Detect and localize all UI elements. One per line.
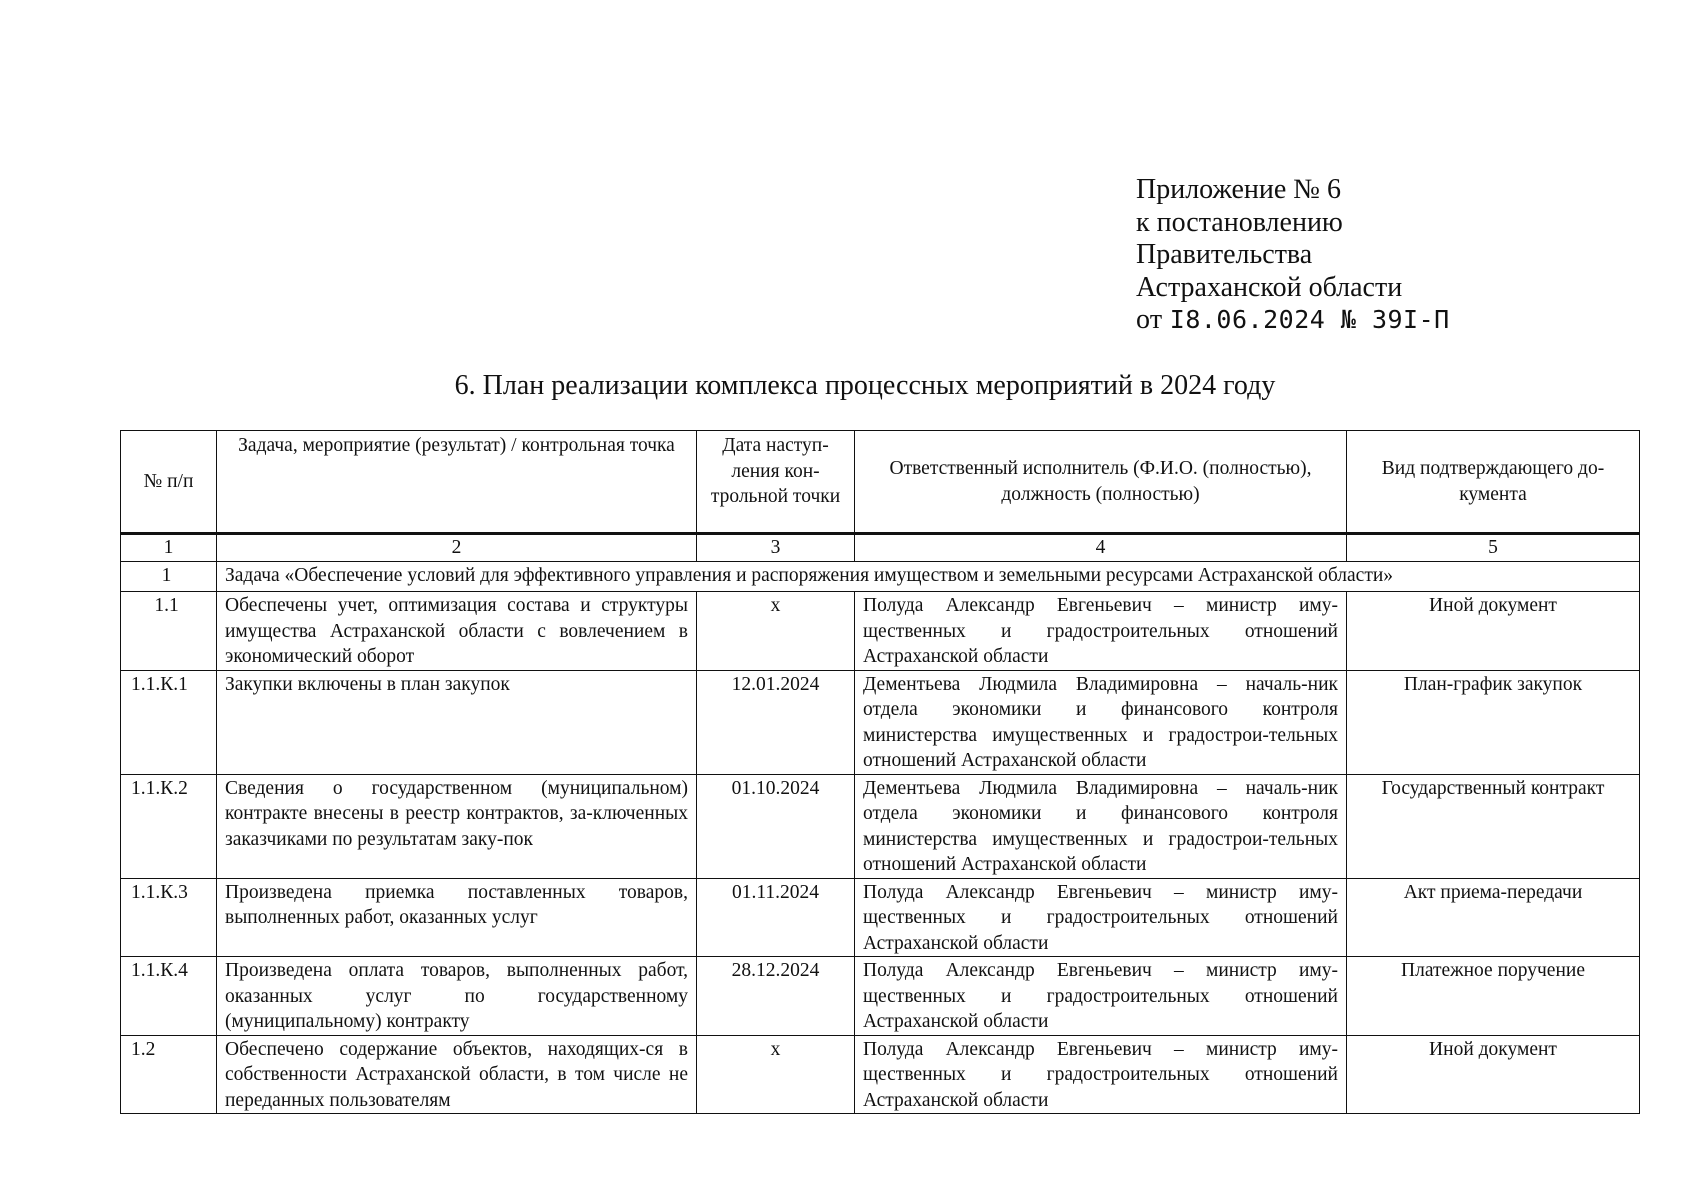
table-header (121, 431, 1640, 534)
row-date: х (697, 1035, 855, 1114)
header-date: Дата наступ-ления кон-трольной точки (697, 431, 855, 534)
row-responsible: Дементьева Людмила Владимировна – началь-ник отдела экономики и финансового контроля министерства имущественных и градострои-тельных отношений Астраханской области (855, 774, 1347, 878)
row-document: Иной документ (1347, 592, 1640, 671)
header-num: № п/п (121, 431, 217, 534)
appendix-line-2: к постановлению (1136, 206, 1343, 238)
column-number: 4 (855, 534, 1347, 562)
appendix-line-4: Астраханской области (1136, 271, 1403, 303)
header-responsible: Ответственный исполнитель (Ф.И.О. (полностью), должность (полностью) (855, 431, 1347, 534)
row-num: 1.1.К.2 (121, 774, 217, 878)
row-num: 1.1 (121, 592, 217, 671)
column-number: 1 (121, 534, 217, 562)
row-document: Акт приема-передачи (1347, 878, 1640, 957)
appendix-date-line (1136, 304, 1450, 337)
table-row (121, 670, 1640, 774)
row-responsible: Полуда Александр Евгеньевич – министр иму-щественных и градостроительных отношений Астраханской области (855, 592, 1347, 671)
row-responsible: Полуда Александр Евгеньевич – министр иму-щественных и градостроительных отношений Астраханской области (855, 1035, 1347, 1114)
appendix-block (1136, 174, 1450, 337)
appendix-line-3: Правительства (1136, 239, 1313, 270)
task-row (121, 562, 1640, 592)
row-responsible: Полуда Александр Евгеньевич – министр иму-щественных и градостроительных отношений Астраханской области (855, 878, 1347, 957)
appendix-date-stamp: I8.06.2024 № 39I-П (1169, 305, 1450, 334)
row-responsible: Дементьева Людмила Владимировна – началь-ник отдела экономики и финансового контроля министерства имущественных и градострои-тельных отношений Астраханской области (855, 670, 1347, 774)
row-date: 12.01.2024 (697, 670, 855, 774)
plan-table (120, 430, 1640, 1114)
row-num: 1.1.К.4 (121, 957, 217, 1036)
column-number: 3 (697, 534, 855, 562)
row-task: Произведена оплата товаров, выполненных работ, оказанных услуг по государственному (муниципальному) контракту (217, 957, 697, 1036)
column-numbers-row (121, 534, 1640, 562)
header-row (121, 431, 1640, 534)
row-task: Обеспечено содержание объектов, находящих-ся в собственности Астраханской области, в том числе не переданных пользователям (217, 1035, 697, 1114)
task-num: 1 (121, 562, 217, 592)
table-row (121, 957, 1640, 1036)
column-number: 2 (217, 534, 697, 562)
row-date: 01.11.2024 (697, 878, 855, 957)
row-date: 28.12.2024 (697, 957, 855, 1036)
row-task: Обеспечены учет, оптимизация состава и структуры имущества Астраханской области с вовлечением в экономический оборот (217, 592, 697, 671)
row-num: 1.2 (121, 1035, 217, 1114)
table-row (121, 878, 1640, 957)
page-title: 6. План реализации комплекса процессных мероприятий в 2024 году (454, 370, 1276, 401)
table-row (121, 1035, 1640, 1114)
table-row (121, 592, 1640, 671)
header-document: Вид подтверждающего до-кумента (1347, 431, 1640, 534)
appendix-date-prefix: от (1136, 304, 1163, 335)
row-document: Иной документ (1347, 1035, 1640, 1114)
row-date: 01.10.2024 (697, 774, 855, 878)
task-text: Задача «Обеспечение условий для эффективного управления и распоряжения имуществом и земельными ресурсами Астраханской области» (217, 562, 1640, 592)
row-document: Платежное поручение (1347, 957, 1640, 1036)
header-task: Задача, мероприятие (результат) / контрольная точка (217, 431, 697, 534)
table-row (121, 774, 1640, 878)
row-num: 1.1.К.3 (121, 878, 217, 957)
column-number: 5 (1347, 534, 1640, 562)
table-body (121, 534, 1640, 1114)
row-num: 1.1.К.1 (121, 670, 217, 774)
row-date: х (697, 592, 855, 671)
appendix-line-1: Приложение № 6 (1136, 174, 1341, 205)
row-responsible: Полуда Александр Евгеньевич – министр иму-щественных и градостроительных отношений Астраханской области (855, 957, 1347, 1036)
row-task: Сведения о государственном (муниципальном) контракте внесены в реестр контрактов, за-ключенных заказчиками по результатам заку-пок (217, 774, 697, 878)
row-task: Произведена приемка поставленных товаров, выполненных работ, оказанных услуг (217, 878, 697, 957)
row-document: План-график закупок (1347, 670, 1640, 774)
row-task: Закупки включены в план закупок (217, 670, 697, 774)
row-document: Государственный контракт (1347, 774, 1640, 878)
